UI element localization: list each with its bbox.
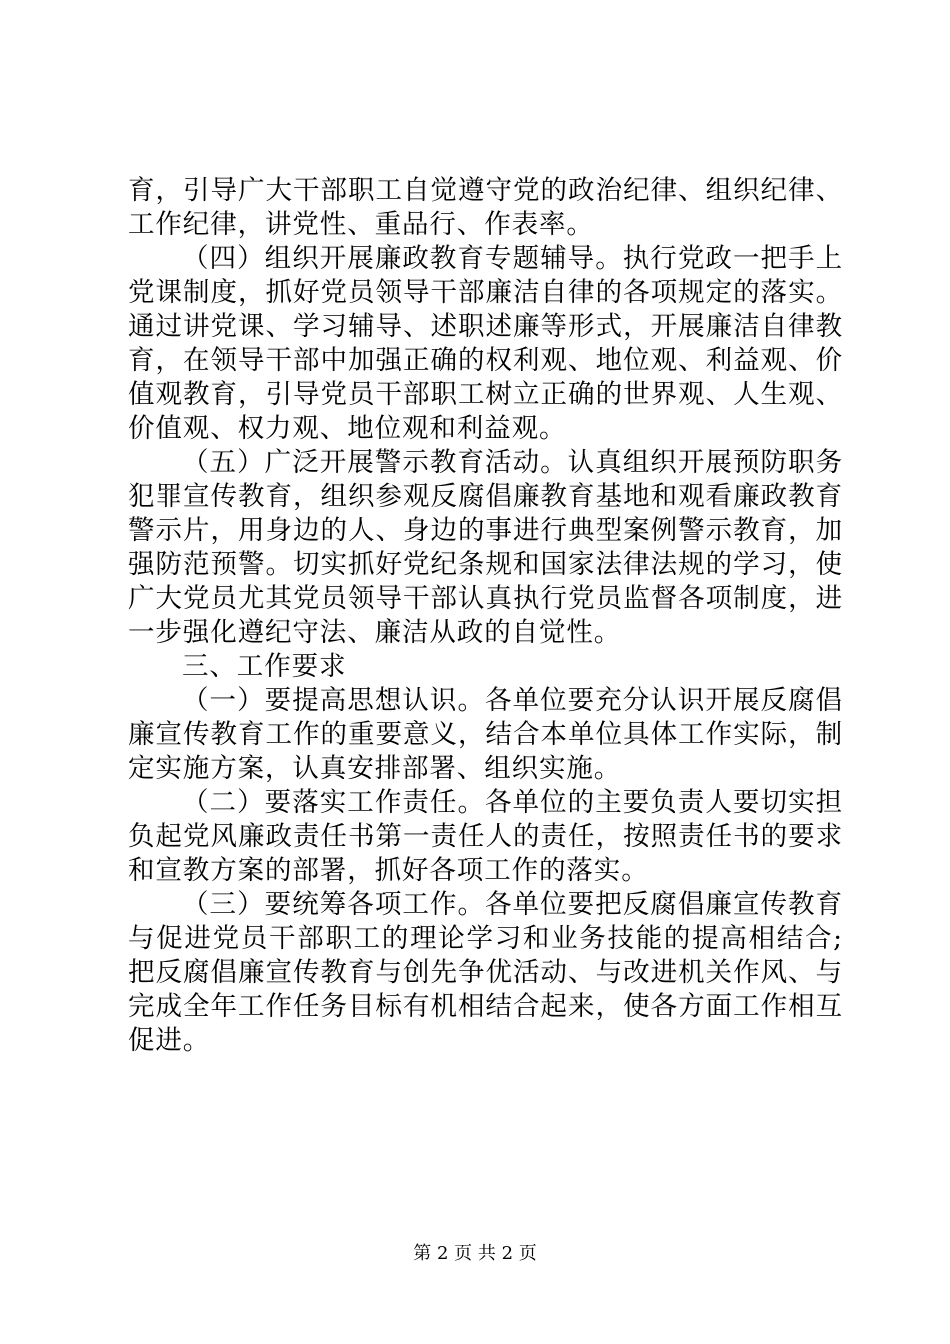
page-number-footer: 第 2 页 共 2 页 [413, 1243, 537, 1264]
document-body [128, 174, 843, 1058]
paragraph: （三）要统筹各项工作。各单位要把反腐倡廉宣传教育与促进党员干部职工的理论学习和业务技能的提高相结合;把反腐倡廉宣传教育与创先争优活动、与改进机关作风、与完成全年工作任务目标有机相结合起来，使各方面工作相互促进。 [128, 889, 843, 1056]
section-heading: 三、工作要求 [182, 651, 347, 682]
paragraph: （一）要提高思想认识。各单位要充分认识开展反腐倡廉宣传教育工作的重要意义，结合本单位具体工作实际，制定实施方案，认真安排部署、组织实施。 [128, 685, 843, 784]
paragraph: （二）要落实工作责任。各单位的主要负责人要切实担负起党风廉政责任书第一责任人的责任，按照责任书的要求和宣教方案的部署，抓好各项工作的落实。 [128, 787, 843, 886]
paragraph: 育，引导广大干部职工自觉遵守党的政治纪律、组织纪律、工作纪律，讲党性、重品行、作表率。 [128, 175, 843, 240]
paragraph: （四）组织开展廉政教育专题辅导。执行党政一把手上党课制度，抓好党员领导干部廉洁自律的各项规定的落实。通过讲党课、学习辅导、述职述廉等形式，开展廉洁自律教育，在领导干部中加强正确的权利观、地位观、利益观、价值观教育，引导党员干部职工树立正确的世界观、人生观、价值观、权力观、地位观和利益观。 [128, 243, 843, 444]
paragraph: （五）广泛开展警示教育活动。认真组织开展预防职务犯罪宣传教育，组织参观反腐倡廉教育基地和观看廉政教育警示片，用身边的人、身边的事进行典型案例警示教育，加强防范预警。切实抓好党纪条规和国家法律法规的学习，使广大党员尤其党员领导干部认真执行党员监督各项制度，进一步强化遵纪守法、廉洁从政的自觉性。 [128, 447, 843, 648]
